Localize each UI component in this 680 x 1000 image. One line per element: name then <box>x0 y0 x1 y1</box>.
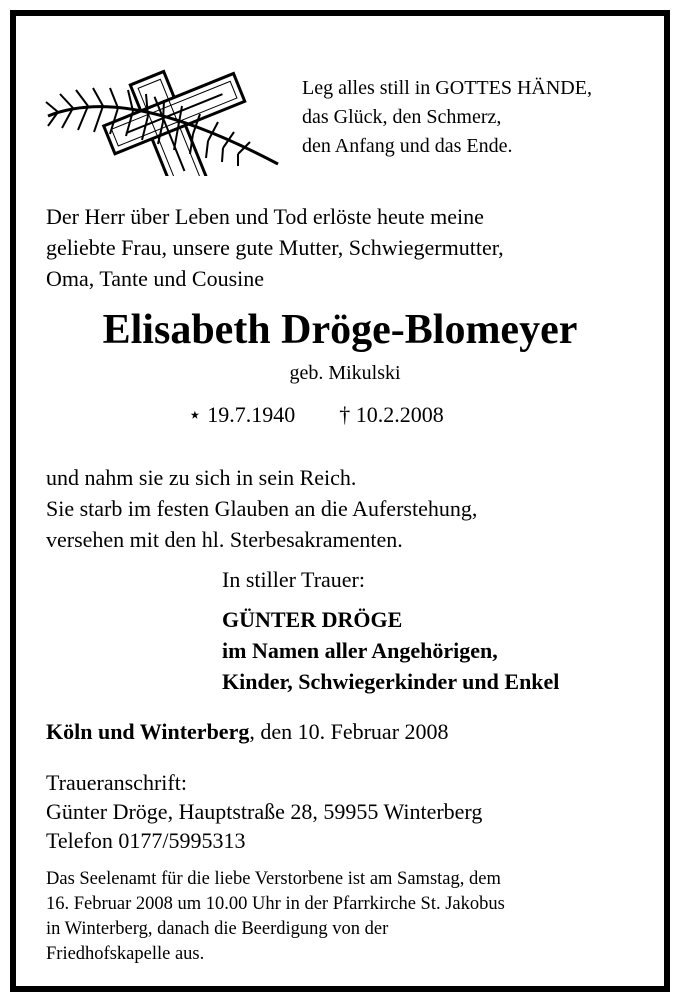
cross-palm-icon <box>38 46 288 176</box>
life-dates <box>188 402 488 428</box>
notice-line: Friedhofskapelle aus. <box>46 944 205 964</box>
place-location: Köln und Winterberg <box>46 719 250 744</box>
address-line: Günter Dröge, Hauptstraße 28, 59955 Winterberg <box>46 799 483 824</box>
mourning-address <box>46 768 482 855</box>
notice-line: Das Seelenamt für die liebe Verstorbene ist am Samstag, dem <box>46 869 501 889</box>
body-line: und nahm sie zu sich in sein Reich. <box>46 465 357 490</box>
notice-line: 16. Februar 2008 um 10.00 Uhr in der Pfarrkirche St. Jakobus <box>46 894 505 914</box>
birth-name: geb. Mikulski <box>289 362 401 384</box>
intro-text <box>46 201 504 294</box>
mourning-heading: In stiller Trauer: <box>222 567 365 592</box>
address-label: Traueranschrift: <box>46 770 187 795</box>
body-line: Sie starb im festen Glauben an die Auferstehung, <box>46 496 478 521</box>
intro-line: Oma, Tante und Cousine <box>46 266 265 291</box>
mourner-line: GÜNTER DRÖGE <box>222 607 403 632</box>
obituary-frame <box>10 10 670 992</box>
place-date-text: , den 10. Februar 2008 <box>249 719 449 744</box>
service-notice <box>46 867 505 967</box>
birth-date: ⋆ 19.7.1940 <box>188 402 296 427</box>
verse-line: den Anfang und das Ende. <box>302 135 513 157</box>
mourner-line: im Namen aller Angehörigen, <box>222 638 498 663</box>
mourner-line: Kinder, Schwiegerkinder und Enkel <box>222 669 560 694</box>
notice-line: in Winterberg, danach die Beerdigung von der <box>46 919 389 939</box>
body-line: versehen mit den hl. Sterbesakramenten. <box>46 527 403 552</box>
phone-line: Telefon 0177/5995313 <box>46 828 246 853</box>
intro-line: Der Herr über Leben und Tod erlöste heute meine <box>46 204 484 229</box>
verse-line: das Glück, den Schmerz, <box>302 106 502 128</box>
scripture-verse <box>302 74 592 161</box>
place-date <box>46 719 449 745</box>
death-date: † 10.2.2008 <box>339 402 444 427</box>
mourners-block <box>222 564 559 697</box>
verse-line: Leg alles still in GOTTES HÄNDE, <box>302 77 592 99</box>
body-text <box>46 462 477 555</box>
intro-line: geliebte Frau, unsere gute Mutter, Schwiegermutter, <box>46 235 504 260</box>
deceased-name: Elisabeth Dröge-Blomeyer <box>102 307 578 353</box>
